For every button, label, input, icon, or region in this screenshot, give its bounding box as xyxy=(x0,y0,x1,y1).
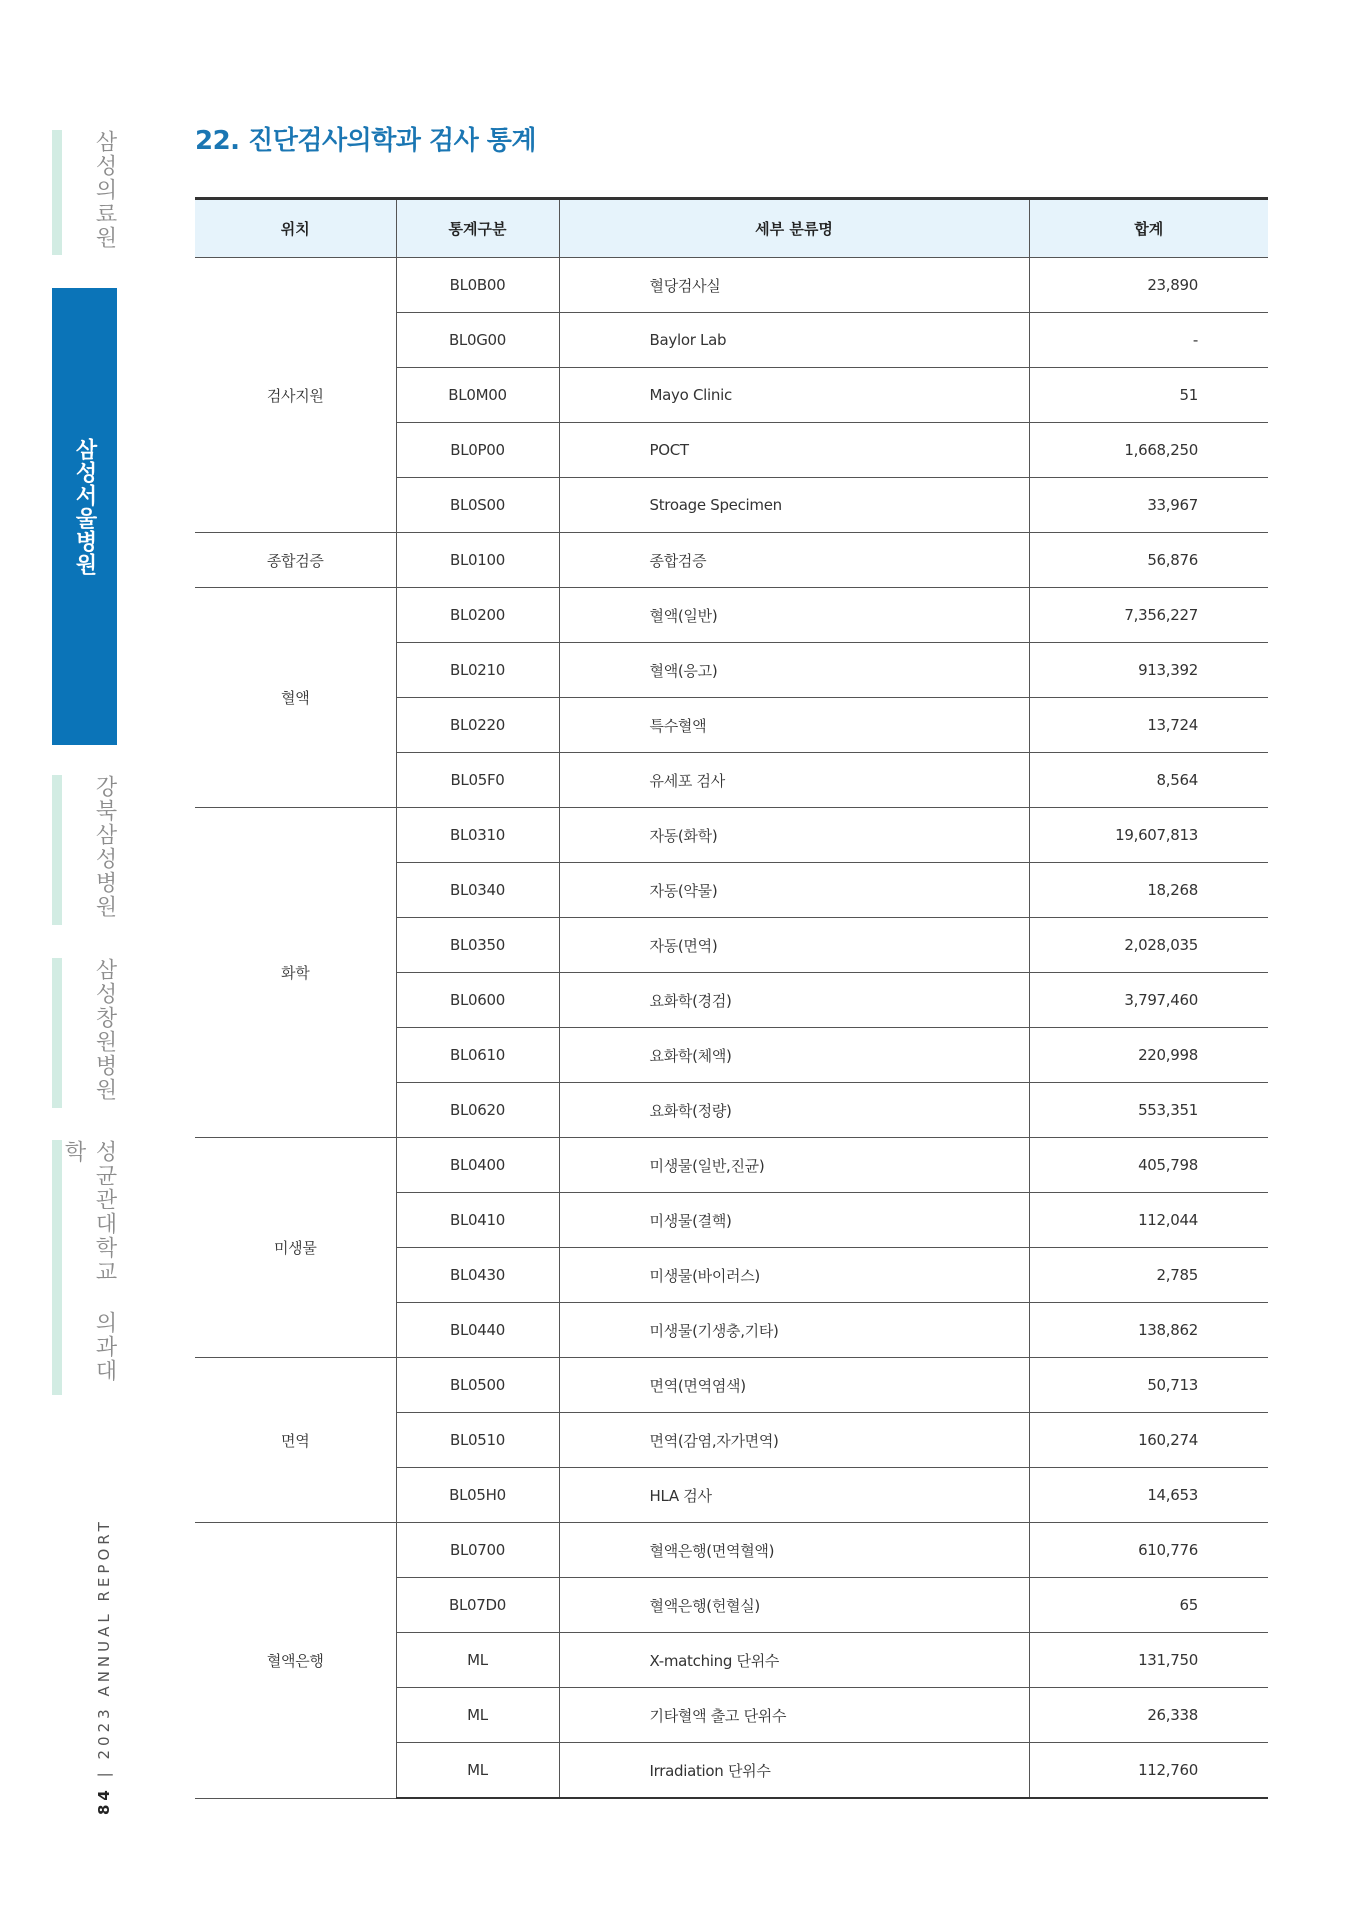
sidebar-item-samsung-changwon-hospital[interactable] xyxy=(52,958,117,1108)
detail-name-cell: 미생물(기생충,기타) xyxy=(559,1303,1029,1358)
total-cell: 2,028,035 xyxy=(1029,918,1268,973)
table-row xyxy=(195,808,1268,863)
code-cell: BL0620 xyxy=(396,1083,559,1138)
sidebar-item-label: 삼성서울병원 xyxy=(72,438,97,576)
sidebar-item-skku-school-of-medicine[interactable] xyxy=(52,1140,117,1395)
code-cell: BL0G00 xyxy=(396,313,559,368)
total-cell: - xyxy=(1029,313,1268,368)
detail-name-cell: Mayo Clinic xyxy=(559,368,1029,423)
separator: | xyxy=(95,1768,113,1778)
total-cell: 14,653 xyxy=(1029,1468,1268,1523)
total-cell: 23,890 xyxy=(1029,258,1268,313)
detail-name-cell: 혈당검사실 xyxy=(559,258,1029,313)
code-cell: BL05H0 xyxy=(396,1468,559,1523)
detail-name-cell: 유세포 검사 xyxy=(559,753,1029,808)
code-cell: BL0340 xyxy=(396,863,559,918)
code-cell: ML xyxy=(396,1743,559,1799)
code-cell: BL0220 xyxy=(396,698,559,753)
location-cell: 면역 xyxy=(195,1358,396,1523)
table-row xyxy=(195,533,1268,588)
detail-name-cell: 미생물(바이러스) xyxy=(559,1248,1029,1303)
code-cell: BL0210 xyxy=(396,643,559,698)
code-cell: BL0610 xyxy=(396,1028,559,1083)
detail-name-cell: 혈액(응고) xyxy=(559,643,1029,698)
total-cell: 33,967 xyxy=(1029,478,1268,533)
header-total: 합계 xyxy=(1029,199,1268,258)
total-cell: 8,564 xyxy=(1029,753,1268,808)
detail-name-cell: 자동(약물) xyxy=(559,863,1029,918)
code-cell: BL0B00 xyxy=(396,258,559,313)
code-cell: BL0440 xyxy=(396,1303,559,1358)
table-body xyxy=(195,258,1268,1799)
sidebar-indicator xyxy=(52,130,62,255)
location-cell: 화학 xyxy=(195,808,396,1138)
detail-name-cell: 특수혈액 xyxy=(559,698,1029,753)
detail-name-cell: POCT xyxy=(559,423,1029,478)
table-row xyxy=(195,1138,1268,1193)
sidebar-indicator xyxy=(52,958,62,1108)
detail-name-cell: 미생물(일반,진균) xyxy=(559,1138,1029,1193)
detail-name-cell: 면역(감염,자가면역) xyxy=(559,1413,1029,1468)
table-row xyxy=(195,588,1268,643)
code-cell: BL0P00 xyxy=(396,423,559,478)
code-cell: BL0350 xyxy=(396,918,559,973)
code-cell: BL0400 xyxy=(396,1138,559,1193)
table-header-row xyxy=(195,199,1268,258)
detail-name-cell: Baylor Lab xyxy=(559,313,1029,368)
total-cell: 112,044 xyxy=(1029,1193,1268,1248)
location-cell: 혈액은행 xyxy=(195,1523,396,1799)
code-cell: BL0510 xyxy=(396,1413,559,1468)
detail-name-cell: 요화학(체액) xyxy=(559,1028,1029,1083)
total-cell: 13,724 xyxy=(1029,698,1268,753)
total-cell: 2,785 xyxy=(1029,1248,1268,1303)
sidebar-item-samsung-medical-center[interactable] xyxy=(52,130,117,255)
total-cell: 18,268 xyxy=(1029,863,1268,918)
total-cell: 1,668,250 xyxy=(1029,423,1268,478)
total-cell: 7,356,227 xyxy=(1029,588,1268,643)
total-cell: 553,351 xyxy=(1029,1083,1268,1138)
lab-statistics-table xyxy=(195,197,1268,1799)
total-cell: 131,750 xyxy=(1029,1633,1268,1688)
header-location: 위치 xyxy=(195,199,396,258)
code-cell: BL0700 xyxy=(396,1523,559,1578)
detail-name-cell: 미생물(결핵) xyxy=(559,1193,1029,1248)
sidebar-item-samsung-seoul-hospital[interactable] xyxy=(52,288,117,745)
annual-report-label xyxy=(95,1518,125,1815)
detail-name-cell: 면역(면역염색) xyxy=(559,1358,1029,1413)
header-detail-name: 세부 분류명 xyxy=(559,199,1029,258)
code-cell: BL05F0 xyxy=(396,753,559,808)
total-cell: 220,998 xyxy=(1029,1028,1268,1083)
detail-name-cell: 혈액은행(면역혈액) xyxy=(559,1523,1029,1578)
code-cell: ML xyxy=(396,1633,559,1688)
code-cell: BL0M00 xyxy=(396,368,559,423)
detail-name-cell: Irradiation 단위수 xyxy=(559,1743,1029,1799)
report-title: 2023 ANNUAL REPORT xyxy=(95,1518,113,1760)
sidebar-indicator xyxy=(52,775,62,925)
detail-name-cell: 종합검증 xyxy=(559,533,1029,588)
code-cell: BL0S00 xyxy=(396,478,559,533)
location-cell: 미생물 xyxy=(195,1138,396,1358)
location-cell: 종합검증 xyxy=(195,533,396,588)
code-cell: BL0200 xyxy=(396,588,559,643)
total-cell: 405,798 xyxy=(1029,1138,1268,1193)
detail-name-cell: 요화학(경검) xyxy=(559,973,1029,1028)
detail-name-cell: 혈액(일반) xyxy=(559,588,1029,643)
code-cell: BL0410 xyxy=(396,1193,559,1248)
total-cell: 610,776 xyxy=(1029,1523,1268,1578)
sidebar-item-label: 강북삼성병원 xyxy=(92,775,117,919)
total-cell: 51 xyxy=(1029,368,1268,423)
page-number: 84 xyxy=(95,1786,113,1815)
sidebar-item-label: 삼성의료원 xyxy=(92,130,117,250)
total-cell: 56,876 xyxy=(1029,533,1268,588)
detail-name-cell: 자동(화학) xyxy=(559,808,1029,863)
total-cell: 3,797,460 xyxy=(1029,973,1268,1028)
total-cell: 160,274 xyxy=(1029,1413,1268,1468)
table-row xyxy=(195,1523,1268,1578)
detail-name-cell: HLA 검사 xyxy=(559,1468,1029,1523)
location-cell: 혈액 xyxy=(195,588,396,808)
code-cell: BL0310 xyxy=(396,808,559,863)
table-row xyxy=(195,258,1268,313)
sidebar-indicator xyxy=(52,1140,62,1395)
location-cell: 검사지원 xyxy=(195,258,396,533)
sidebar-item-label: 삼성창원병원 xyxy=(92,958,117,1102)
total-cell: 19,607,813 xyxy=(1029,808,1268,863)
detail-name-cell: 자동(면역) xyxy=(559,918,1029,973)
detail-name-cell: Stroage Specimen xyxy=(559,478,1029,533)
total-cell: 50,713 xyxy=(1029,1358,1268,1413)
total-cell: 26,338 xyxy=(1029,1688,1268,1743)
total-cell: 138,862 xyxy=(1029,1303,1268,1358)
page-title: 22. 진단검사의학과 검사 통계 xyxy=(195,126,536,156)
total-cell: 112,760 xyxy=(1029,1743,1268,1799)
code-cell: BL0500 xyxy=(396,1358,559,1413)
detail-name-cell: X-matching 단위수 xyxy=(559,1633,1029,1688)
code-cell: BL0600 xyxy=(396,973,559,1028)
total-cell: 913,392 xyxy=(1029,643,1268,698)
total-cell: 65 xyxy=(1029,1578,1268,1633)
table-row xyxy=(195,1358,1268,1413)
detail-name-cell: 기타혈액 출고 단위수 xyxy=(559,1688,1029,1743)
code-cell: BL0430 xyxy=(396,1248,559,1303)
header-category: 통계구분 xyxy=(396,199,559,258)
detail-name-cell: 요화학(정량) xyxy=(559,1083,1029,1138)
sidebar-item-label: 성균관대학교 의과대학 xyxy=(61,1140,117,1383)
detail-name-cell: 혈액은행(헌혈실) xyxy=(559,1578,1029,1633)
code-cell: BL07D0 xyxy=(396,1578,559,1633)
code-cell: BL0100 xyxy=(396,533,559,588)
sidebar-item-kangbuk-samsung-hospital[interactable] xyxy=(52,775,117,925)
code-cell: ML xyxy=(396,1688,559,1743)
